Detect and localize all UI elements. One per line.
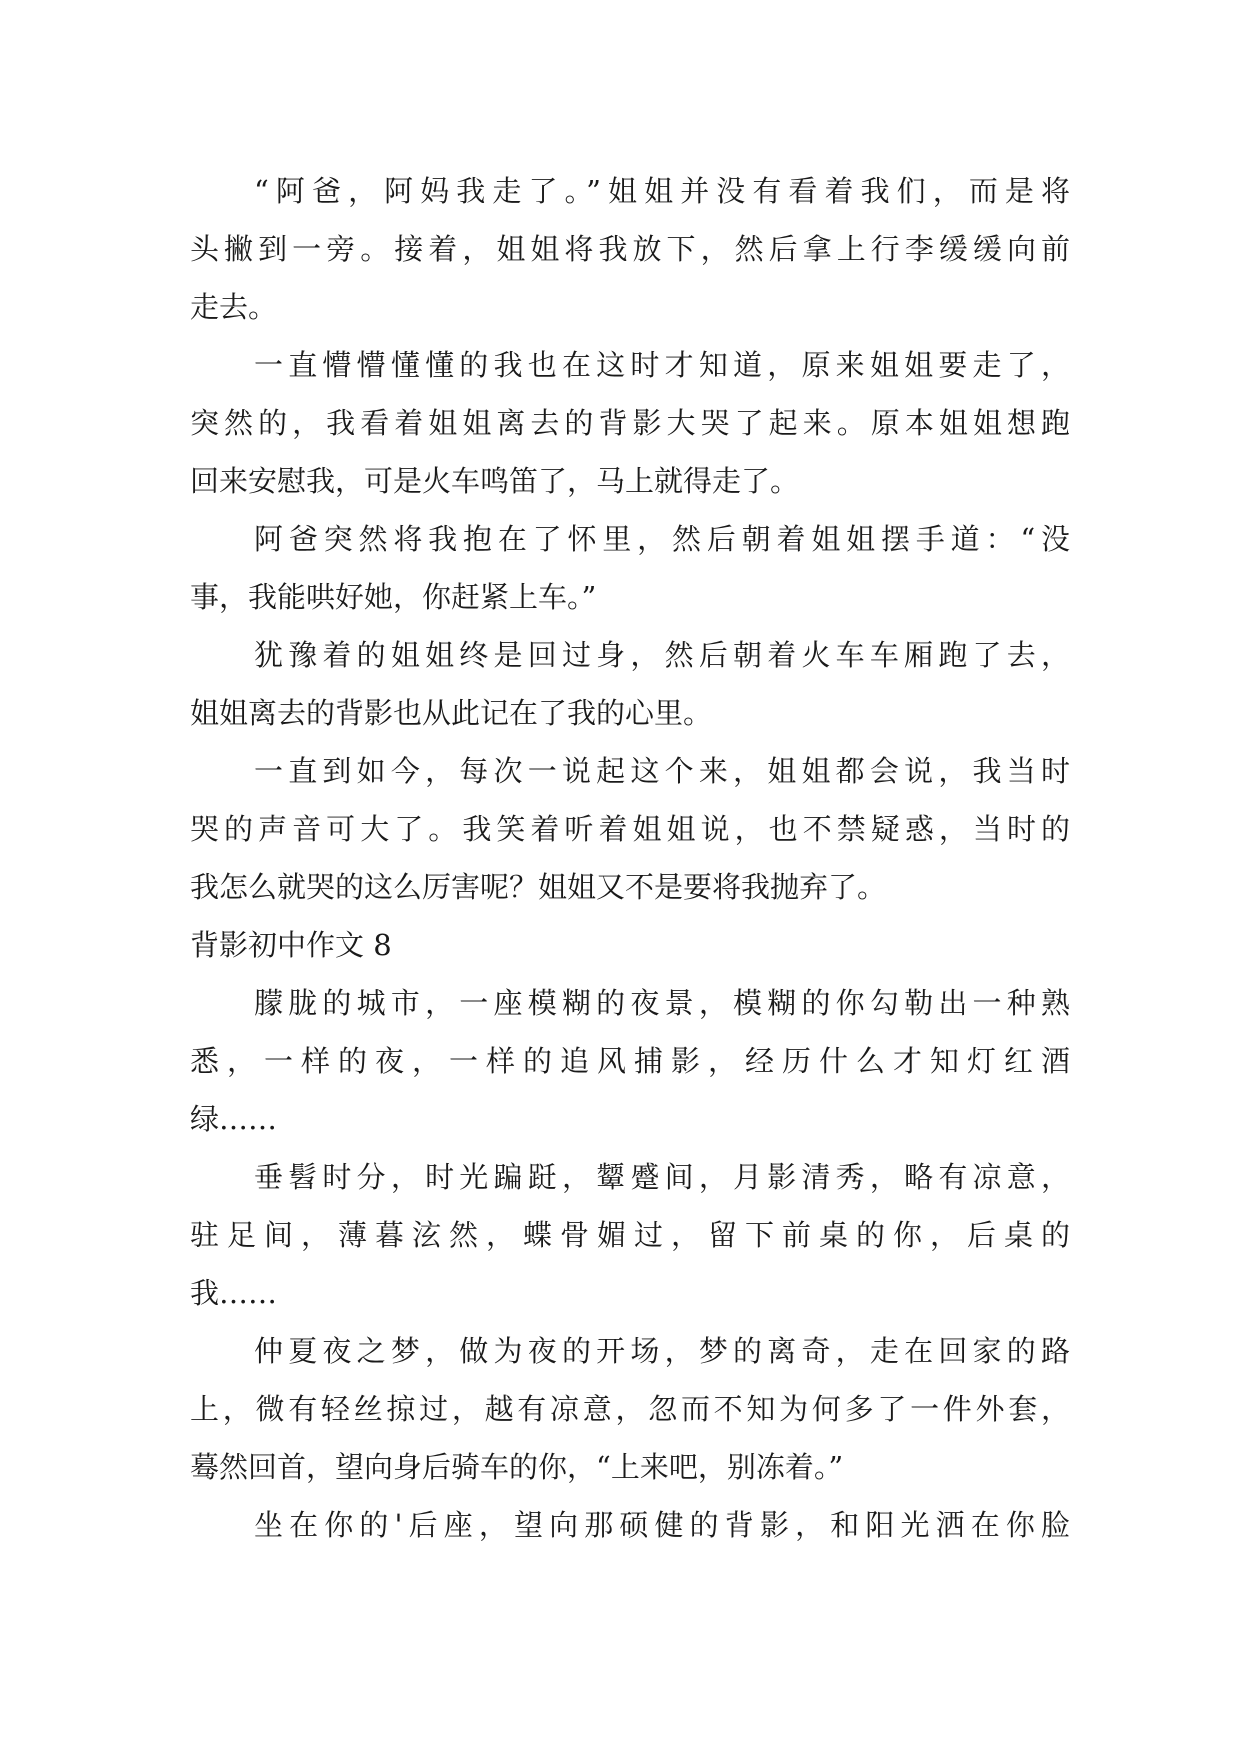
- paragraph-line: 朦胧的城市，一座模糊的夜景，模糊的你勾勒出一种熟: [254, 986, 1070, 1020]
- paragraph-line: 一直懵懵懂懂的我也在这时才知道，原来姐姐要走了，: [254, 348, 1070, 382]
- paragraph-line: 事，我能哄好她，你赶紧上车。”: [190, 580, 597, 614]
- paragraph-line: 一直到如今，每次一说起这个来，姐姐都会说，我当时: [254, 754, 1070, 788]
- paragraph-line: 悉，一样的夜，一样的追风捕影，经历什么才知灯红酒: [190, 1044, 1070, 1078]
- paragraph-line: 姐姐离去的背影也从此记在了我的心里。: [190, 696, 713, 730]
- document-body: [190, 162, 1070, 1554]
- paragraph-line: 哭的声音可大了。我笑着听着姐姐说，也不禁疑惑，当时的: [190, 812, 1070, 846]
- paragraph-line: 坐在你的'后座，望向那硕健的背影，和阳光洒在你脸: [254, 1508, 1070, 1542]
- paragraph-line: 突然的，我看着姐姐离去的背影大哭了起来。原本姐姐想跑: [190, 406, 1070, 440]
- paragraph-line: 阿爸突然将我抱在了怀里，然后朝着姐姐摆手道：“没: [254, 522, 1070, 556]
- paragraph-line: 回来安慰我，可是火车鸣笛了，马上就得走了。: [190, 464, 800, 498]
- paragraph-line: 我……: [190, 1276, 278, 1310]
- paragraph-line: 我怎么就哭的这么厉害呢？姐姐又不是要将我抛弃了。: [190, 870, 887, 904]
- section-heading: 背影初中作文 8: [190, 928, 392, 962]
- paragraph-line: 仲夏夜之梦，做为夜的开场，梦的离奇，走在回家的路: [254, 1334, 1070, 1368]
- paragraph-line: 蓦然回首，望向身后骑车的你，“上来吧，别冻着。”: [190, 1450, 844, 1484]
- paragraph-line: 垂髫时分，时光蹁跹，颦蹙间，月影清秀，略有凉意，: [254, 1160, 1070, 1194]
- paragraph-line: 走去。: [190, 290, 278, 324]
- paragraph-line: 犹豫着的姐姐终是回过身，然后朝着火车车厢跑了去，: [254, 638, 1070, 672]
- paragraph-line: 绿……: [190, 1102, 278, 1136]
- paragraph-line: “阿爸，阿妈我走了。”姐姐并没有看着我们，而是将: [254, 174, 1070, 208]
- paragraph-line: 头撇到一旁。接着，姐姐将我放下，然后拿上行李缓缓向前: [190, 232, 1070, 266]
- paragraph-line: 上，微有轻丝掠过，越有凉意，忽而不知为何多了一件外套，: [190, 1392, 1070, 1426]
- paragraph-line: 驻足间，薄暮泫然，蝶骨媚过，留下前桌的你，后桌的: [190, 1218, 1070, 1252]
